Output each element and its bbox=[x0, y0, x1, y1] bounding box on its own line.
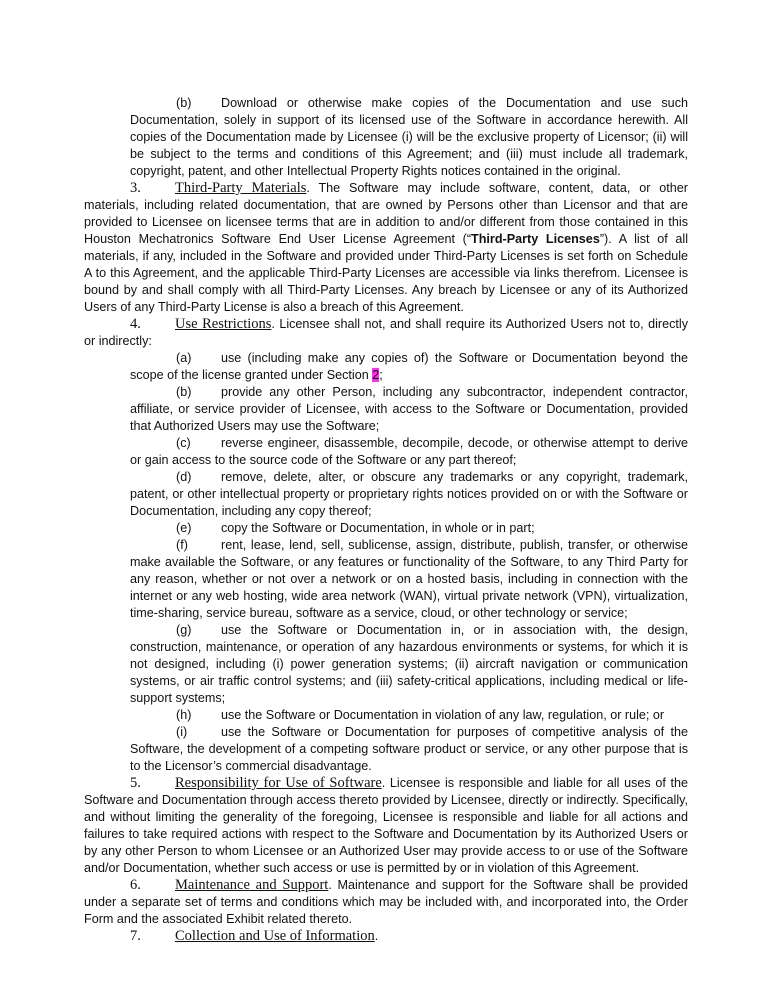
restriction-item-c bbox=[84, 435, 688, 469]
section-7 bbox=[84, 928, 688, 945]
item-text: remove, delete, alter, or obscure any trademarks or any copyright, trademark, patent, or other intellectual property or proprietary rights notices provided on or with the Software or Documentation, including any copy thereof; bbox=[130, 470, 688, 518]
item-label: (c) bbox=[176, 436, 191, 450]
item-label: (g) bbox=[176, 623, 192, 637]
document-page bbox=[84, 95, 688, 945]
restriction-item-f bbox=[84, 537, 688, 622]
item-text: Download or otherwise make copies of the Documentation and use such Documentation, solely in support of its licensed use of the Software in accordance herewith. All copies of the Documentation made by Licensee (i) will be the exclusive property of Licensor; (ii) will be subject to the terms and conditions of this Agreement; and (iii) must include all trademark, copyright, patent, and other Intellectual Property Rights notices contained in the original. bbox=[130, 96, 688, 178]
item-label: (b) bbox=[176, 385, 192, 399]
item-label: (h) bbox=[176, 708, 192, 722]
restriction-item-i bbox=[84, 724, 688, 775]
paragraph-2b bbox=[84, 95, 688, 180]
section-text: . Licensee shall not, and shall require its Authorized Users not to, directly or indirectly: bbox=[84, 317, 688, 348]
section-number: 5. bbox=[130, 775, 141, 791]
item-text: provide any other Person, including any subcontractor, independent contractor, affiliate, or service provider of Licensee, with access to the Software or Documentation, provided that Authorized Users may use the Software; bbox=[130, 385, 688, 433]
item-text: rent, lease, lend, sell, sublicense, assign, distribute, publish, transfer, or otherwise make available the Software, or any features or functionality of the Software, to any Third Party for any reason, whether or not over a network or on a hosted basis, including in connection with the internet or any web hosting, wide area network (WAN), virtual private network (VPN), virtualization, time-sharing, service bureau, software as a service, cloud, or other technology or service; bbox=[130, 538, 688, 620]
section-heading: Use Restrictions bbox=[175, 316, 272, 332]
item-text: ; bbox=[379, 368, 383, 382]
section-heading: Third-Party Materials bbox=[175, 180, 307, 196]
item-text: use the Software or Documentation for purposes of competitive analysis of the Software, the development of a competing software product or service, or any other purpose that is to the Licensor’s commercial disadvantage. bbox=[130, 725, 688, 773]
defined-term: Third-Party Licenses bbox=[471, 232, 600, 246]
item-text: use the Software or Documentation in, or in association with, the design, construction, maintenance, or operation of any hazardous environments or systems, for which it is not designed, including (i) power generation systems; (ii) aircraft navigation or communication systems, or air traffic control systems; and (iii) safety-critical applications, including medical or life-support systems; bbox=[130, 623, 688, 705]
section-heading: Responsibility for Use of Software bbox=[175, 775, 382, 791]
item-label: (e) bbox=[176, 521, 192, 535]
section-3 bbox=[84, 180, 688, 316]
restriction-item-g bbox=[84, 622, 688, 707]
item-label: (d) bbox=[176, 470, 192, 484]
section-number: 6. bbox=[130, 877, 141, 893]
restriction-item-h bbox=[84, 707, 688, 724]
section-4 bbox=[84, 316, 688, 350]
restriction-item-e bbox=[84, 520, 688, 537]
restriction-item-a bbox=[84, 350, 688, 384]
restriction-item-b bbox=[84, 384, 688, 435]
section-6 bbox=[84, 877, 688, 928]
section-text: . Maintenance and support for the Software shall be provided under a separate set of terms and conditions which may be included with, and incorporated into, the Order Form and the associated Exhibit related thereto. bbox=[84, 878, 688, 926]
section-heading: Maintenance and Support bbox=[175, 877, 329, 893]
section-number: 7. bbox=[130, 928, 141, 944]
item-text: use the Software or Documentation in violation of any law, regulation, or rule; or bbox=[221, 708, 665, 722]
item-label: (b) bbox=[176, 96, 192, 110]
item-label: (i) bbox=[176, 725, 188, 739]
section-text: . bbox=[374, 929, 379, 943]
restriction-item-d bbox=[84, 469, 688, 520]
section-number: 3. bbox=[130, 180, 141, 196]
section-5 bbox=[84, 775, 688, 877]
section-text: . The Software may include software, content, data, or other materials, including related documentation, that are owned by Persons other than Licensor and that are provided to Licensee on licensee terms that are in addition to and/or different from those contained in this Houston Mechatronics Software End User License Agreement (“ bbox=[84, 181, 688, 246]
section-reference-highlight[interactable]: 2 bbox=[372, 368, 380, 382]
item-label: (f) bbox=[176, 538, 188, 552]
item-label: (a) bbox=[176, 351, 192, 365]
item-text: copy the Software or Documentation, in whole or in part; bbox=[221, 521, 535, 535]
item-text: reverse engineer, disassemble, decompile, decode, or otherwise attempt to derive or gain access to the source code of the Software or any part thereof; bbox=[130, 436, 688, 467]
section-text: . Licensee is responsible and liable for all uses of the Software and Documentation through access thereto provided by Licensee, directly or indirectly. Specifically, and without limiting the generality of the foregoing, Licensee is responsible and liable for all actions and failures to take required actions with respect to the Software and Documentation by its Authorized Users or by any other Person to whom Licensee or an Authorized User may provide access to or use of the Software and/or Documentation, whether such access or use is permitted by or in violation of this Agreement. bbox=[84, 776, 688, 875]
item-text: use (including make any copies of) the Software or Documentation beyond the scope of the license granted under Section bbox=[130, 351, 688, 382]
section-number: 4. bbox=[130, 316, 141, 332]
section-heading: Collection and Use of Information bbox=[175, 928, 375, 944]
section-text: ”). A list of all materials, if any, included in the Software and provided under Third-Party Licenses is set forth on Schedule A to this Agreement, and the applicable Third-Party Licenses are accessible via links therefrom. Licensee is bound by and shall comply with all Third-Party Licenses. Any breach by Licensee or any of its Authorized Users of any Third-Party License is also a breach of this Agreement. bbox=[84, 232, 688, 314]
